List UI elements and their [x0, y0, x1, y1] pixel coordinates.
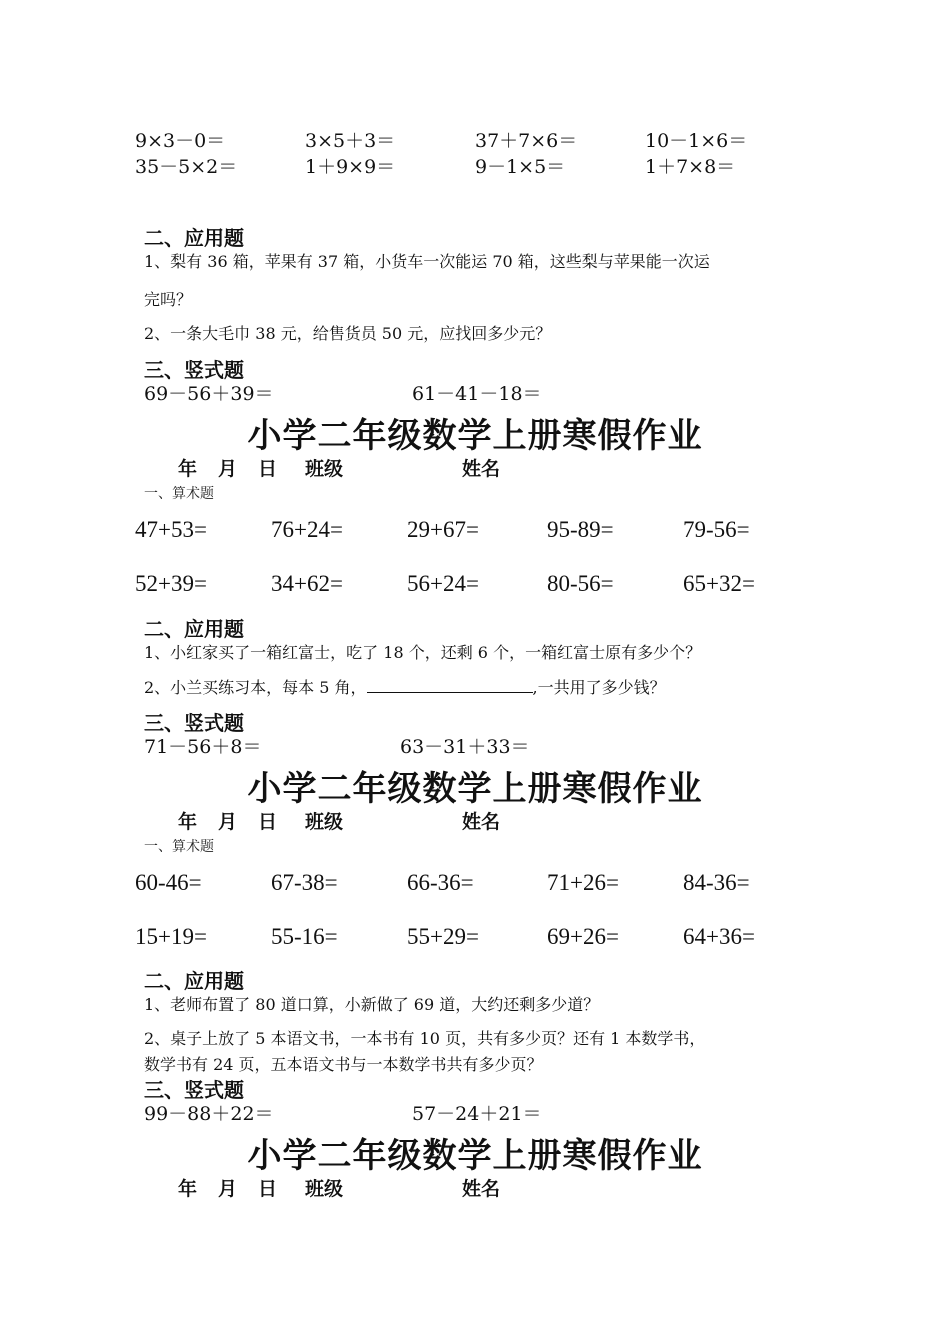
arith-item: 69+26=	[547, 924, 619, 949]
arith-item: 52+39=	[135, 571, 207, 596]
meta-year: 年	[178, 458, 198, 480]
arith-item: 95-89=	[547, 517, 614, 542]
page-title: 小学二年级数学上册寒假作业	[247, 1136, 703, 1176]
meta-name: 姓名	[462, 458, 501, 480]
question-text: 1、梨有 36 箱，苹果有 37 箱，小货车一次能运 70 箱，这些梨与苹果能一次运	[144, 252, 710, 271]
section-heading: 三、竖式题	[144, 711, 244, 735]
arith-item: 80-56=	[547, 571, 614, 596]
meta-name: 姓名	[462, 1178, 501, 1200]
meta-month: 月	[218, 811, 238, 833]
calc-row-1	[0, 126, 950, 154]
arith-item: 84-36=	[683, 870, 750, 895]
section-heading: 一、算术题	[144, 486, 214, 502]
vertical-calc: 71－56＋8＝	[144, 736, 262, 758]
question-text: 完吗？	[144, 290, 193, 309]
meta-month: 月	[218, 1178, 238, 1200]
meta-month: 月	[218, 458, 238, 480]
question-text: 1、老师布置了 80 道口算，小新做了 69 道，大约还剩多少道？	[144, 995, 600, 1014]
vertical-calc: 57－24＋21＝	[412, 1103, 542, 1125]
meta-day: 日	[258, 458, 278, 480]
arith-item: 55-16=	[271, 924, 338, 949]
header-meta	[0, 807, 950, 835]
calc-item: 10－1×6＝	[645, 130, 748, 152]
question-text	[144, 675, 666, 698]
vertical-calc: 63－31＋33＝	[400, 736, 530, 758]
section-heading: 三、竖式题	[144, 358, 244, 382]
arith-row-1	[0, 870, 950, 898]
header-meta	[0, 1174, 950, 1202]
arith-item: 64+36=	[683, 924, 755, 949]
arith-item: 67-38=	[271, 870, 338, 895]
meta-year: 年	[178, 1178, 198, 1200]
arith-item: 29+67=	[407, 517, 479, 542]
question-text: 1、小红家买了一箱红富士，吃了 18 个，还剩 6 个，一箱红富士原有多少个？	[144, 643, 702, 662]
arith-item: 60-46=	[135, 870, 202, 895]
vertical-calc: 99－88＋22＝	[144, 1103, 274, 1125]
calc-item: 1＋9×9＝	[305, 156, 396, 178]
question-suffix: ,一共用了多少钱？	[532, 678, 666, 697]
section-heading: 二、应用题	[144, 969, 244, 993]
calc-item: 35－5×2＝	[135, 156, 238, 178]
arith-item: 66-36=	[407, 870, 474, 895]
calc-item: 9－1×5＝	[475, 156, 566, 178]
calc-item: 1＋7×8＝	[645, 156, 736, 178]
question-text: 2、一条大毛巾 38 元，给售货员 50 元，应找回多少元？	[144, 324, 552, 343]
calc-item: 37＋7×6＝	[475, 130, 578, 152]
vertical-calc: 61－41－18＝	[412, 383, 542, 405]
meta-class: 班级	[305, 458, 344, 480]
arith-item: 71+26=	[547, 870, 619, 895]
arith-item: 15+19=	[135, 924, 207, 949]
calc-row-2	[0, 152, 950, 180]
arith-item: 79-56=	[683, 517, 750, 542]
question-text: 2、桌子上放了 5 本语文书，一本书有 10 页，共有多少页？还有 1 本数学书，	[144, 1029, 706, 1048]
meta-name: 姓名	[462, 811, 501, 833]
calc-item: 9×3－0＝	[135, 130, 226, 152]
vertical-calc: 69－56＋39＝	[144, 383, 274, 405]
section-heading: 三、竖式题	[144, 1078, 244, 1102]
arith-row-2	[0, 924, 950, 952]
meta-class: 班级	[305, 811, 344, 833]
header-meta	[0, 454, 950, 482]
arith-item: 55+29=	[407, 924, 479, 949]
arith-row-1	[0, 517, 950, 545]
section-heading: 二、应用题	[144, 617, 244, 641]
meta-day: 日	[258, 811, 278, 833]
answer-blank[interactable]	[367, 676, 533, 693]
meta-year: 年	[178, 811, 198, 833]
arith-item: 76+24=	[271, 517, 343, 542]
question-prefix: 2、小兰买练习本，每本 5 角，	[144, 678, 367, 697]
question-text: 数学书有 24 页，五本语文书与一本数学书共有多少页？	[144, 1055, 543, 1074]
arith-item: 47+53=	[135, 517, 207, 542]
arith-item: 65+32=	[683, 571, 755, 596]
meta-class: 班级	[305, 1178, 344, 1200]
calc-item: 3×5＋3＝	[305, 130, 396, 152]
page-title: 小学二年级数学上册寒假作业	[247, 769, 703, 809]
arith-row-2	[0, 571, 950, 599]
section-heading: 二、应用题	[144, 226, 244, 250]
arith-item: 34+62=	[271, 571, 343, 596]
section-heading: 一、算术题	[144, 839, 214, 855]
meta-day: 日	[258, 1178, 278, 1200]
arith-item: 56+24=	[407, 571, 479, 596]
page-title: 小学二年级数学上册寒假作业	[247, 416, 703, 456]
